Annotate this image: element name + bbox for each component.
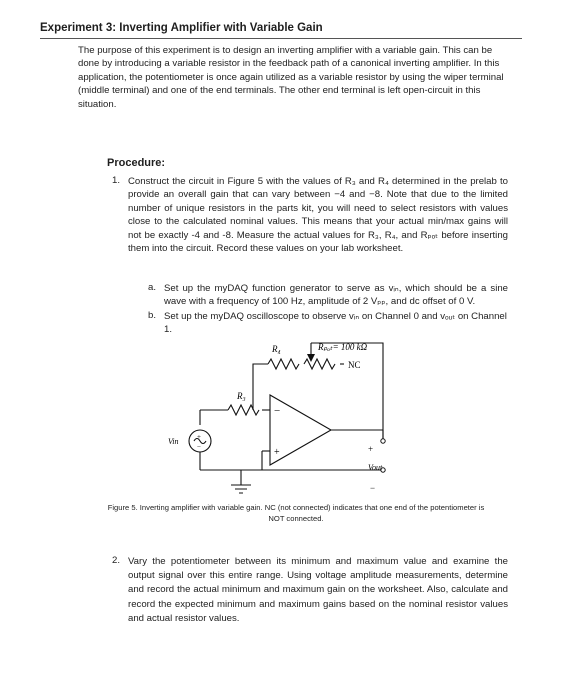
wiper-to-output-wire: [311, 343, 383, 441]
procedure-heading: Procedure:: [107, 157, 166, 169]
substep-a-text: Set up the myDAQ function generator to serve as vᵢₙ, which should be a sine wave with a frequency of 100 Hz, amplitude of 2 Vₚₚ, and dc offset of 0 V.: [164, 283, 508, 308]
nc-label: NC: [348, 360, 361, 370]
step-2-number: 2.: [112, 555, 121, 566]
r4-resistor: [268, 359, 299, 369]
opamp-plus-label: +: [274, 447, 280, 458]
substep-b-text: Set up the myDAQ oscilloscope to observe vᵢₙ on Channel 0 and vₒᵤₜ on Channel 1.: [164, 311, 507, 336]
figure-caption: Figure 5. Inverting amplifier with variable gain. NC (not connected) indicates that one end of the potentiometer is NOT connected.: [107, 503, 485, 523]
experiment-title: Experiment 3: Inverting Amplifier with Variable Gain: [40, 22, 323, 34]
r3-label: R₃: [237, 391, 246, 401]
r4-label: R₄: [272, 344, 281, 354]
substep-b-label: b.: [148, 310, 157, 321]
vout-minus-label: −: [370, 483, 376, 493]
step-1-number: 1.: [112, 175, 121, 186]
vin-label: Vin: [168, 437, 179, 446]
potentiometer-resistor: [304, 359, 335, 369]
substep-a-label: a.: [148, 282, 157, 293]
ground-symbol: [231, 485, 251, 493]
vout-plus-terminal: [381, 439, 385, 443]
r3-resistor: [228, 405, 259, 415]
source-minus-label: −: [197, 443, 201, 451]
step-1-text: Construct the circuit in Figure 5 with the values of R₃ and R₄ determined in the prelab to provide an overall gain that can vary between −4 and −8. Note that due to the limited number of unique resistors in the parts kit, you will need to select resistors with values close to the calculated nominal values. This means that your actual min/max gains will not be exactly -4 and -8. Measure the actual values for R₃, R₄, and Rₚₒₜ before inserting them into the circuit. Record these values on your lab worksheet.: [128, 176, 508, 255]
source-plus-label: +: [197, 433, 201, 441]
intro-paragraph: The purpose of this experiment is to design an inverting amplifier with a variable gain. This can be done by introducing a variable resistor in the feedback path of a canonical inverting amplifier. In this application, the potentiometer is once again utilized as a variable resistor by using the wiper terminal (middle terminal) and one of the end terminals. The other end terminal is left open-circuit in this situation.: [78, 45, 504, 110]
rpot-label: Rₚₒₜ= 100 kΩ: [318, 342, 368, 352]
vout-label: Vout: [368, 463, 383, 472]
vout-plus-label: +: [368, 444, 374, 454]
feedback-left-wire: [253, 364, 268, 375]
step-2-text: Vary the potentiometer between its minimum and maximum value and examine the output signal over this entire range. Using voltage amplitude measurements, determine and record the actual minimum and maximum gain on the worksheet. Also, calculate and record the expected minimum and maximum gains based on the nominal resistor values and actual resistor values.: [128, 556, 508, 624]
opamp-minus-label: −: [274, 405, 281, 417]
